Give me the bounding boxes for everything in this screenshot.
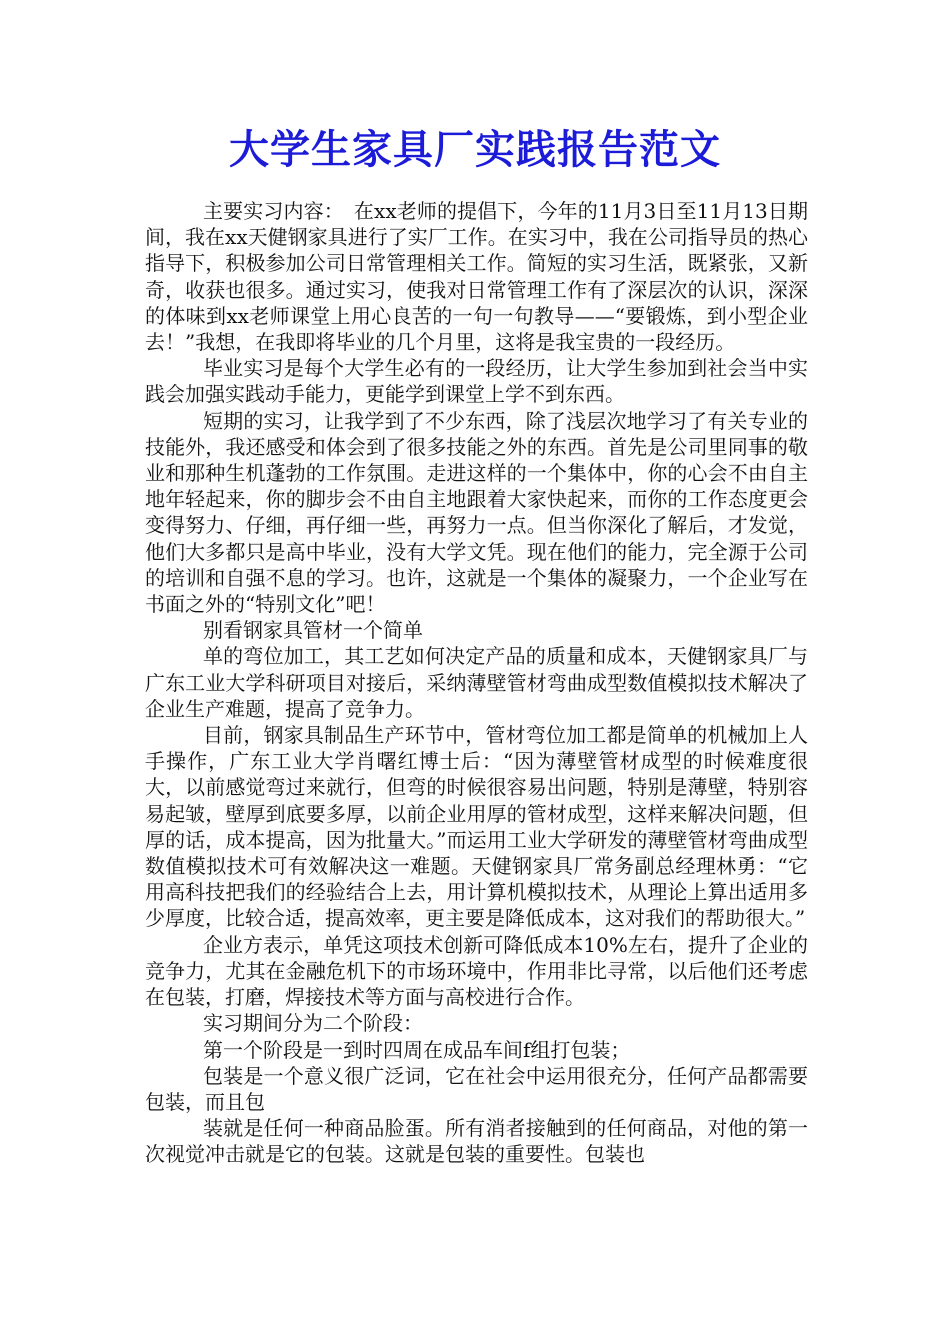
paragraph-internship-meaning: 毕业实习是每个大学生必有的一段经历，让大学生参加到社会当中实践会加强实践动手能力，更能学到课堂上学不到东西。 xyxy=(145,356,808,407)
paragraph-cost-reduction: 企业方表示，单凭这项技术创新可降低成本10%左右，提升了企业的竞争力，尤其在金融危机下的市场环境中，作用非比寻常，以后他们还考虑在包装，打磨，焊接技术等方面与高校进行合作。 xyxy=(145,932,808,1010)
paragraph-short-internship: 短期的实习，让我学到了不少东西，除了浅层次地学习了有关专业的技能外，我还感受和体会到了很多技能之外的东西。首先是公司里同事的敬业和那种生机蓬勃的工作氛围。走进这样的一个集体中，你的心会不由自主地年轻起来，你的脚步会不由自主地跟着大家快起来，而你的工作态度更会变得努力、仔细，再仔细一些，再努力一点。但当你深化了解后，才发觉，他们大多都只是高中毕业，没有大学文凭。现在他们的能力，完全源于公司的培训和自强不息的学习。也许，这就是一个集体的凝聚力，一个企业写在书面之外的“特别文化”吧！ xyxy=(145,408,808,617)
paragraph-stages-heading: 实习期间分为二个阶段： xyxy=(203,1011,423,1036)
document-body xyxy=(145,198,808,1168)
paragraph-packaging-intro: 包装是一个意义很广泛词，它在社会中运用很充分，任何产品都需要包装，而且包 xyxy=(145,1063,808,1114)
paragraph-current-production: 目前，钢家具制品生产环节中，管材弯位加工都是简单的机械加上人手操作，广东工业大学肖曙红博士后：“因为薄壁管材成型的时候难度很大，以前感觉弯过来就行，但弯的时候很容易出问题，特别是薄壁，特别容易起皱，壁厚到底要多厚，以前企业用厚的管材成型，这样来解决问题，但厚的话，成本提高，因为批量大。”而运用工业大学研发的薄壁管材弯曲成型数值模拟技术可有效解决这一难题。天健钢家具厂常务副总经理林勇：“它用高科技把我们的经验结合上去，用计算机模拟技术，从理论上算出适用多少厚度，比较合适，提高效率，更主要是降低成本，这对我们的帮助很大。” xyxy=(145,723,808,931)
document-title: 大学生家具厂实践报告范文 xyxy=(229,126,721,173)
paragraph-pipe-simple: 别看钢家具管材一个简单 xyxy=(203,618,423,643)
paragraph-packaging-importance: 装就是任何一种商品脸蛋。所有消者接触到的任何商品，对他的第一次视觉冲击就是它的包装。这就是包装的重要性。包装也 xyxy=(145,1116,808,1167)
paragraph-stage-one: 第一个阶段是一到时四周在成品车间f组打包装； xyxy=(203,1037,631,1062)
paragraph-intro: 主要实习内容： 在xx老师的提倡下，今年的11月3日至11月13日期间，我在xx天健钢家具进行了实厂工作。在实习中，我在公司指导员的热心指导下，积极参加公司日常管理相关工作。简短的实习生活，既紧张，又新奇，收获也很多。通过实习，使我对日常管理工作有了深层次的认识，深深的体味到xx老师课堂上用心良苦的一句一句教导——“要锻炼，到小型企业去！”我想，在我即将毕业的几个月里，这将是我宝贵的一段经历。 xyxy=(145,199,808,355)
paragraph-bending-process: 单的弯位加工，其工艺如何决定产品的质量和成本，天健钢家具厂与广东工业大学科研项目对接后，采纳薄壁管材弯曲成型数值模拟技术解决了企业生产难题，提高了竞争力。 xyxy=(145,644,808,721)
